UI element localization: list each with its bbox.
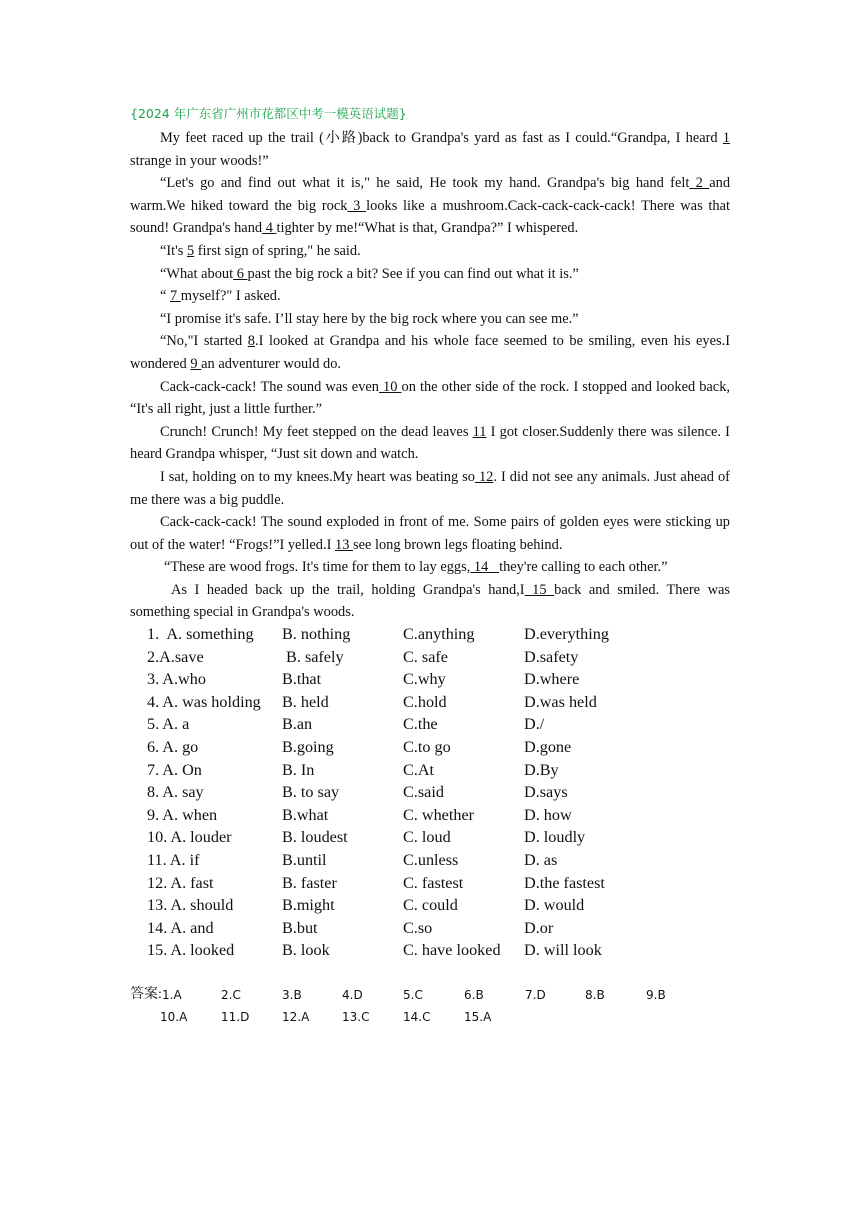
paragraph-12 [130,556,730,579]
text-run: “I promise it's safe. I’ll stay here by the big rock where you can see me.” [160,310,579,327]
option-choice: 5. A. a [147,715,190,734]
option-choice: 13. A. should [147,896,234,915]
text-run: “What about [160,265,234,282]
paragraph-3 [130,240,730,263]
option-choice: C.so [403,918,433,937]
paragraph-13 [130,579,730,624]
text-run: an adventurer would do. [201,355,342,372]
answer-key-item: 12.A [282,1010,310,1024]
answer-key-item: 6.B [464,988,484,1002]
answer-key-item: 4.D [342,988,363,1002]
text-run: they're calling to each other.” [499,559,668,576]
reading-passage [130,127,730,624]
answer-key-item: 13.C [342,1010,370,1024]
text-run: “It's [160,242,187,259]
blank-9: 9 [190,355,202,372]
blank-5: 5 [186,242,195,259]
blank-13: 13 [335,536,353,553]
text-run: and warm.We hiked toward the big rock [130,175,731,214]
option-choice: D.or [524,918,554,937]
text-run: I got closer.Suddenly there was silence. I heard Grandpa whisper, “Just sit down and watch. [130,423,730,463]
option-choice: 3. A.who [147,670,206,689]
text-run: “Let's go and find out what it is," he said, He took my hand. Grandpa's big hand felt [160,175,690,192]
text-run: first sign of spring," he said. [194,242,361,259]
option-choice: D.gone [524,737,572,756]
option-choice: 8. A. say [147,783,204,802]
text-run: I sat, holding on to my knees.My heart was beating so [160,468,475,485]
option-choice: D.the fastest [524,873,605,892]
option-choice: 15. A. looked [147,941,235,960]
text-run: “No,"I started [160,333,248,350]
blank-6: 6 [233,265,248,282]
paragraph-2 [130,172,730,240]
option-choice: D.safety [524,647,579,666]
option-choice: 12. A. fast [147,873,214,892]
option-choice: B.an [282,715,313,734]
option-choice: 1. A. something [147,625,254,643]
text-run: Cack-cack-cack! The sound exploded in front of me. Some pairs of golden eyes were sticking up out of the water! “Frogs!”I yelled.I [130,514,730,553]
blank-12: 12 [474,468,494,485]
text-run: see long brown legs floating behind. [353,536,563,553]
text-run: Cack-cack-cack! The sound was even [160,378,379,395]
blank-15: 15 [524,581,555,598]
option-choice: C. whether [403,805,475,824]
option-choice: C.unless [403,850,459,869]
option-choice: C. fastest [403,873,464,892]
blank-14: 14 [470,559,500,576]
option-choice: 14. A. and [147,918,214,937]
answer-key-item: 10.A [160,1010,188,1024]
answer-key-item: 5.C [403,988,423,1002]
answer-key-item: 1.A [162,988,182,1002]
text-run: .I looked at Grandpa and his whole face seemed to be smiling, even his eyes.I wondered [130,333,731,372]
source-title: {2024 年广东省广州市花都区中考一模英语试题} [130,106,407,121]
option-choice: D. how [524,805,572,824]
text-run: “These are wood frogs. It's time for them to lay eggs, [164,559,471,576]
paragraph-1 [130,127,730,172]
answer-key-item: 7.D [525,988,546,1002]
option-choice: C.At [403,760,435,779]
text-run: Crunch! Crunch! My feet stepped on the dead leaves [160,423,473,440]
option-choice: B. nothing [282,625,351,643]
option-choice: B.might [282,896,335,915]
option-choice: B. In [282,760,315,779]
option-choice: B. loudest [282,828,348,847]
option-choice: D.was held [524,692,597,711]
text-run: As I headed back up the trail, holding Grandpa's hand,I [171,581,525,598]
option-choice: B.that [282,670,322,689]
option-choice: C. have looked [403,941,501,960]
blank-3: 3 [347,197,367,214]
blank-10: 10 [378,378,402,395]
option-choice: C.to go [403,737,451,756]
answer-key-item: 8.B [585,988,605,1002]
option-choice: B. safely [282,647,344,666]
option-choice: B. to say [282,783,340,802]
blank-8: 8 [247,333,255,350]
paragraph-4 [130,263,730,286]
option-choice: C.the [403,715,438,734]
option-choice: C.anything [403,625,475,643]
option-choice: C.hold [403,692,447,711]
answer-key-item: 3.B [282,988,302,1002]
option-choice: C.why [403,670,446,689]
text-run: tighter by me!“What is that, Grandpa?” I whispered. [276,220,579,237]
blank-11: 11 [472,423,487,440]
option-choice: B.until [282,850,327,869]
option-choice: C. loud [403,828,451,847]
option-choice: D.everything [524,625,609,643]
text-run: “ [160,288,170,305]
option-choice: 7. A. On [147,760,202,779]
text-run: myself?" I asked. [180,288,281,305]
option-choice: C. could [403,896,458,915]
option-choice: D. as [524,850,558,869]
option-choice: B.but [282,918,318,937]
option-choice: D.where [524,670,580,689]
paragraph-10 [130,466,730,511]
text-run: . I did not see any animals. Just ahead of me there was a big puddle. [130,468,730,508]
text-run: back and smiled. There was something special in Grandpa's woods. [130,581,730,621]
blank-4: 4 [262,220,277,237]
option-choice: 4. A. was holding [147,692,261,711]
text-run: past the big rock a bit? See if you can find out what it is.” [247,265,579,282]
option-choice: D./ [524,715,545,734]
option-choice: B. faster [282,873,337,892]
answer-key-item: 14.C [403,1010,431,1024]
blank-1: 1 [722,130,730,146]
paragraph-6 [130,308,730,331]
text-run: on the other side of the rock. I stopped and looked back, “It's all right, just a little further.” [130,378,730,418]
option-choice: 10. A. louder [147,828,232,847]
option-choice: B. held [282,692,329,711]
option-choice: C. safe [403,647,448,666]
paragraph-5 [130,285,730,308]
answer-key-item: 9.B [646,988,666,1002]
text-run: My feet raced up the trail (小路)back to Grandpa's yard as fast as I could.“Grandpa, I heard [160,130,723,146]
option-choice: D. loudly [524,828,586,847]
text-run: looks like a mushroom.Cack-cack-cack-cack! There was that sound! Grandpa's hand [130,197,731,237]
text-run: strange in your woods!” [130,152,269,169]
option-choice: 6. A. go [147,737,199,756]
paragraph-11 [130,511,730,556]
answer-key-item: 2.C [221,988,241,1002]
option-choice: B. look [282,941,330,960]
option-choice: D.By [524,760,559,779]
option-choice: D. would [524,896,585,915]
paragraph-9 [130,421,730,466]
paragraph-7 [130,330,730,375]
option-choice: C.said [403,783,444,802]
option-choice: 11. A. if [147,850,200,869]
blank-7: 7 [170,288,181,305]
answer-key-item: 15.A [464,1010,492,1024]
blank-2: 2 [689,175,710,192]
option-choice: D. will look [524,941,602,960]
option-choice: B.what [282,805,329,824]
option-choice: 9. A. when [147,805,218,824]
paragraph-8 [130,376,730,421]
option-choice: 2.A.save [147,647,204,666]
answer-key-item: 11.D [221,1010,250,1024]
option-choice: D.says [524,783,568,802]
answer-key-label: 答案: [130,987,162,1002]
option-choice: B.going [282,737,334,756]
